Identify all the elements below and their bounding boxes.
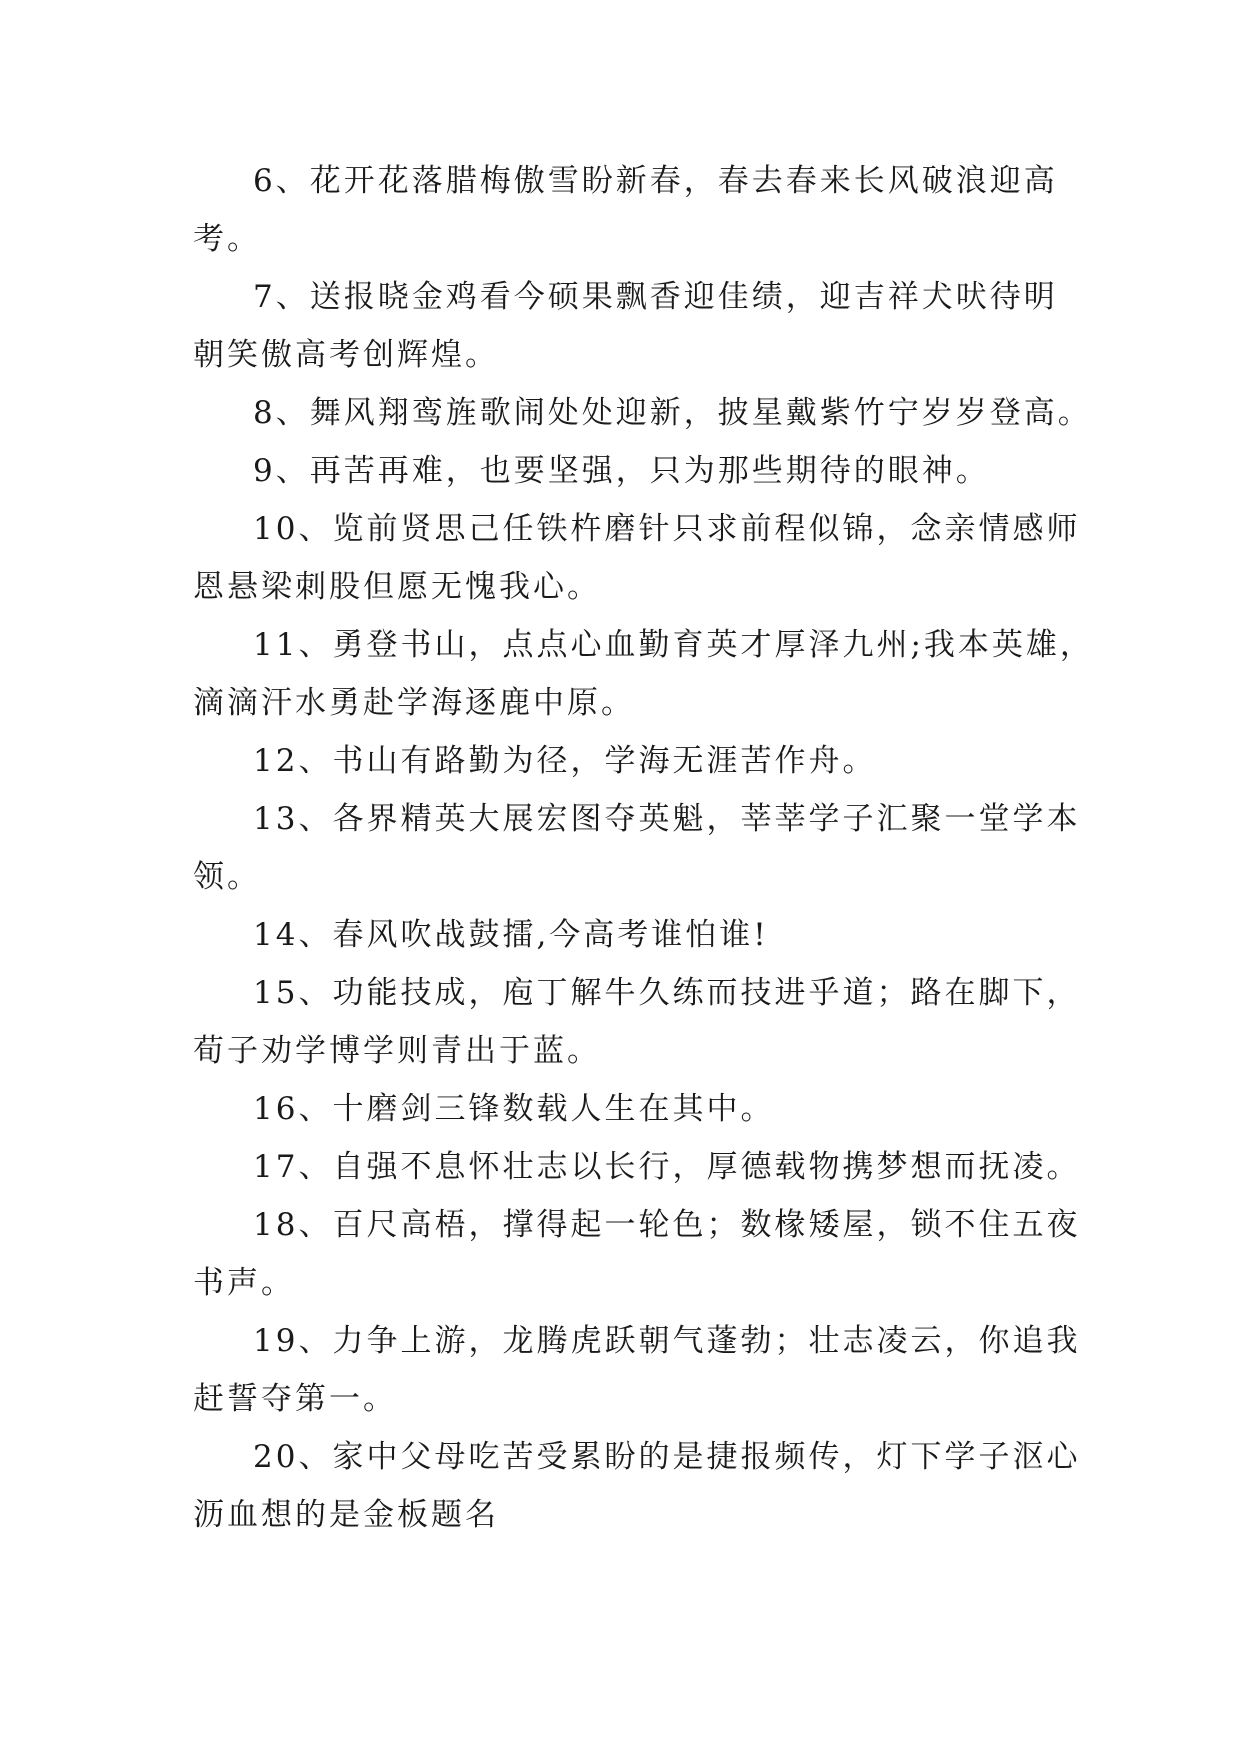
item-first-line: 9、再苦再难，也要坚强，只为那些期待的眼神。 <box>253 453 990 489</box>
item-continuation-line: 荀子劝学博学则青出于蓝。 <box>193 1033 601 1069</box>
item-first-line: 15、功能技成，庖丁解牛久练而技进乎道；路在脚下， <box>253 975 1081 1011</box>
item-first-line: 12、书山有路勤为径，学海无涯苦作舟。 <box>253 743 877 779</box>
item-continuation-line: 朝笑傲高考创辉煌。 <box>193 337 499 373</box>
item-first-line: 18、百尺高梧，撑得起一轮色；数椽矮屋，锁不住五夜 <box>253 1207 1081 1243</box>
list-item <box>193 1080 1073 1138</box>
item-first-line: 10、览前贤思己任铁杵磨针只求前程似锦，念亲情感师 <box>253 511 1081 547</box>
item-continuation-line: 滴滴汗水勇赴学海逐鹿中原。 <box>193 685 635 721</box>
list-item <box>193 1196 1081 1312</box>
item-continuation-line: 领。 <box>193 859 261 895</box>
list-item <box>193 790 1081 906</box>
list-item <box>193 964 1081 1080</box>
item-first-line: 19、力争上游，龙腾虎跃朝气蓬勃；壮志凌云，你追我 <box>253 1323 1081 1359</box>
item-continuation-line: 恩悬梁刺股但愿无愧我心。 <box>193 569 601 605</box>
slogan-list <box>193 152 1094 1544</box>
list-item <box>193 1312 1081 1428</box>
list-item <box>193 616 1094 732</box>
list-item <box>193 500 1081 616</box>
item-first-line: 14、春风吹战鼓擂,今高考谁怕谁! <box>253 917 769 953</box>
item-first-line: 8、舞风翔鸾旌歌闹处处迎新，披星戴紫竹宁岁岁登高。 <box>253 395 1092 431</box>
item-first-line: 20、家中父母吃苦受累盼的是捷报频传，灯下学子沤心 <box>253 1439 1081 1475</box>
list-item <box>193 1428 1081 1544</box>
item-continuation-line: 书声。 <box>193 1265 295 1301</box>
item-first-line: 6、花开花落腊梅傲雪盼新春，春去春来长风破浪迎高 <box>253 163 1058 199</box>
item-continuation-line: 考。 <box>193 221 261 257</box>
list-item <box>193 732 1073 790</box>
item-first-line: 7、送报晓金鸡看今硕果飘香迎佳绩，迎吉祥犬吠待明 <box>253 279 1058 315</box>
list-item <box>193 384 1092 442</box>
item-first-line: 11、勇登书山，点点心血勤育英才厚泽九州;我本英雄， <box>253 627 1094 663</box>
list-item <box>193 442 1073 500</box>
list-item <box>193 1138 1081 1196</box>
item-first-line: 17、自强不息怀壮志以长行，厚德载物携梦想而抚凌。 <box>253 1149 1081 1185</box>
list-item <box>193 906 1073 964</box>
item-continuation-line: 沥血想的是金板题名 <box>193 1497 499 1533</box>
item-first-line: 13、各界精英大展宏图夺英魁，莘莘学子汇聚一堂学本 <box>253 801 1081 837</box>
list-item <box>193 268 1073 384</box>
item-first-line: 16、十磨剑三锋数载人生在其中。 <box>253 1091 775 1127</box>
list-item <box>193 152 1073 268</box>
item-continuation-line: 赶誓夺第一。 <box>193 1381 397 1417</box>
